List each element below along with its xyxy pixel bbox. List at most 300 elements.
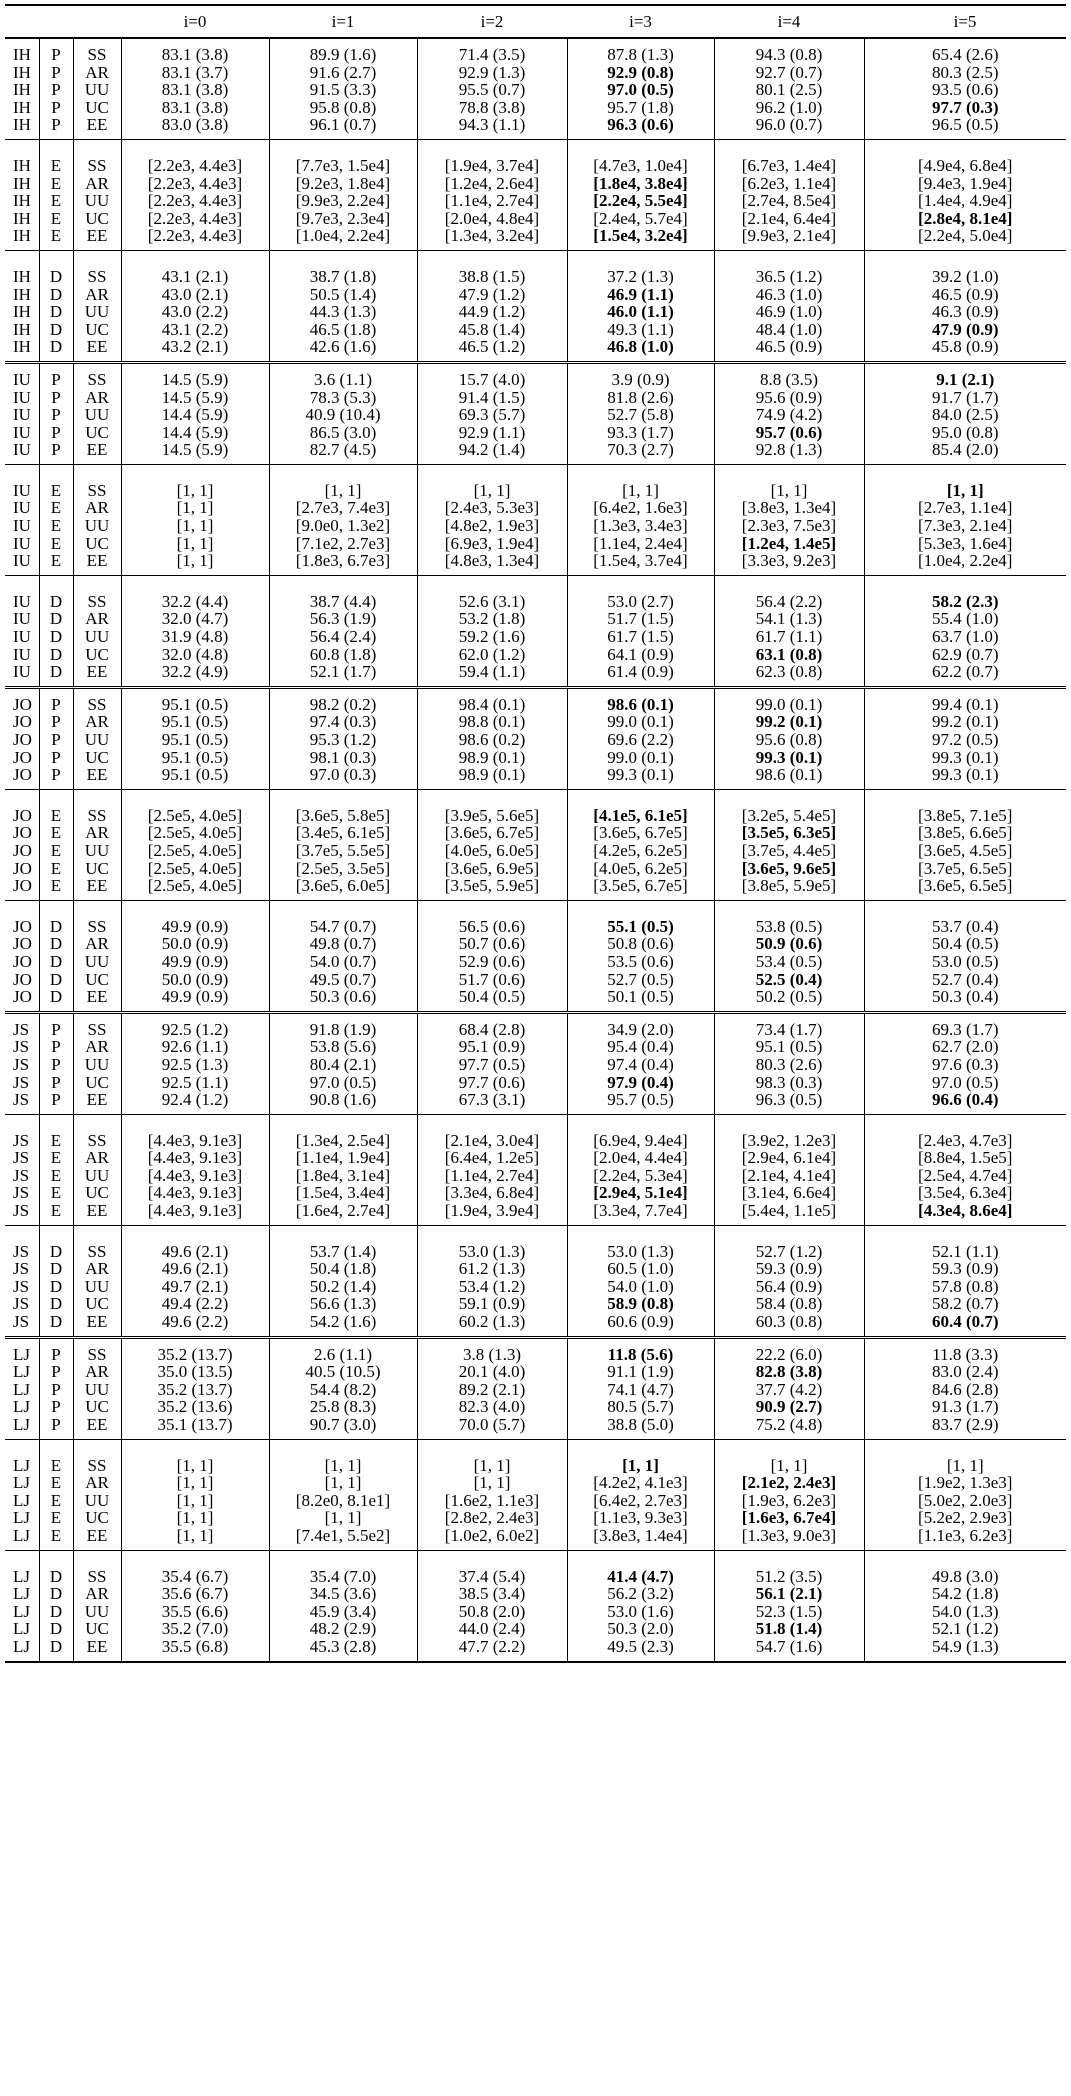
value-cell-i1: 91.5 (3.3) bbox=[269, 81, 417, 99]
value-cell-i5: [5.2e2, 2.9e3] bbox=[864, 1509, 1066, 1527]
value-cell-i4: 52.7 (1.2) bbox=[714, 1236, 864, 1261]
spacer-cell bbox=[567, 1550, 714, 1561]
dataset-cell: IH bbox=[13, 155, 31, 175]
value-cell-i0: 49.7 (2.1) bbox=[121, 1278, 269, 1296]
value-cell-i0: 92.5 (1.2) bbox=[121, 1012, 269, 1038]
metric-cell: E bbox=[39, 800, 73, 825]
dataset-cell: IU bbox=[13, 644, 31, 664]
value-cell-i0: 83.1 (3.7) bbox=[121, 64, 269, 82]
value-cell-i5: 49.8 (3.0) bbox=[864, 1561, 1066, 1586]
value-cell-i3: 61.4 (0.9) bbox=[567, 663, 714, 687]
metric-cell: D bbox=[39, 303, 73, 321]
group-spacer bbox=[5, 250, 1066, 261]
table-row bbox=[5, 81, 1066, 99]
value-cell-i1: [1.3e4, 2.5e4] bbox=[269, 1125, 417, 1150]
table-row bbox=[5, 1492, 1066, 1510]
spacer-cell bbox=[73, 139, 121, 150]
spacer-cell bbox=[39, 250, 73, 261]
value-cell-i5: [2.5e4, 4.7e4] bbox=[864, 1167, 1066, 1185]
spacer-cell bbox=[269, 139, 417, 150]
value-cell-i3: [3.5e5, 6.7e5] bbox=[567, 877, 714, 900]
method-cell: UC bbox=[73, 1509, 121, 1527]
dataset-cell: LJ bbox=[13, 1490, 30, 1510]
spacer-cell bbox=[417, 1114, 567, 1125]
spacer-cell bbox=[121, 1439, 269, 1450]
best-value: 95.7 (0.6) bbox=[755, 422, 823, 442]
value-cell-i0: 49.6 (2.1) bbox=[121, 1236, 269, 1261]
value-cell-i1: [1.1e4, 1.9e4] bbox=[269, 1149, 417, 1167]
value-cell-i0: [2.2e3, 4.4e3] bbox=[121, 210, 269, 228]
group-spacer bbox=[5, 1114, 1066, 1125]
value-cell-i0: 49.4 (2.2) bbox=[121, 1295, 269, 1313]
value-cell-i3 bbox=[567, 1074, 714, 1092]
value-cell-i1: 40.9 (10.4) bbox=[269, 406, 417, 424]
value-cell-i1: 38.7 (1.8) bbox=[269, 261, 417, 286]
value-cell-i3: 99.0 (0.1) bbox=[567, 713, 714, 731]
value-cell-i5: 91.3 (1.7) bbox=[864, 1398, 1066, 1416]
metric-cell: D bbox=[39, 286, 73, 304]
value-cell-i2: 38.5 (3.4) bbox=[417, 1585, 567, 1603]
value-cell-i2: [1.1e4, 2.7e4] bbox=[417, 1167, 567, 1185]
value-cell-i2: 37.4 (5.4) bbox=[417, 1561, 567, 1586]
spacer-cell bbox=[567, 250, 714, 261]
value-cell-i1: [9.2e3, 1.8e4] bbox=[269, 175, 417, 193]
value-cell-i5: [5.0e2, 2.0e3] bbox=[864, 1492, 1066, 1510]
value-cell-i3: 51.7 (1.5) bbox=[567, 610, 714, 628]
value-cell-i0: 49.9 (0.9) bbox=[121, 911, 269, 936]
spacer-cell bbox=[714, 1225, 864, 1236]
spacer-cell bbox=[121, 900, 269, 911]
value-cell-i2: 20.1 (4.0) bbox=[417, 1363, 567, 1381]
dataset-cell: JS bbox=[13, 1037, 30, 1057]
method-cell: EE bbox=[73, 552, 121, 575]
value-cell-i3 bbox=[567, 1450, 714, 1475]
value-cell-i1: 97.0 (0.5) bbox=[269, 1074, 417, 1092]
table-row bbox=[5, 860, 1066, 878]
method-cell: SS bbox=[73, 1012, 121, 1038]
value-cell-i5: 54.2 (1.8) bbox=[864, 1585, 1066, 1603]
value-cell-i5: 45.8 (0.9) bbox=[864, 338, 1066, 362]
value-cell-i5: [8.8e4, 1.5e5] bbox=[864, 1149, 1066, 1167]
dataset-cell: JS bbox=[5, 1202, 39, 1225]
spacer-cell bbox=[39, 900, 73, 911]
dataset-cell: JO bbox=[13, 934, 32, 954]
value-cell-i4: 46.5 (0.9) bbox=[714, 338, 864, 362]
value-cell-i0: 35.4 (6.7) bbox=[121, 1561, 269, 1586]
value-cell-i3: [6.4e2, 2.7e3] bbox=[567, 1492, 714, 1510]
table-row bbox=[5, 586, 1066, 611]
best-value: [3.6e5, 9.6e5] bbox=[741, 858, 837, 878]
value-cell-i0: [2.2e3, 4.4e3] bbox=[121, 192, 269, 210]
dataset-cell: IU bbox=[13, 533, 31, 553]
value-cell-i4: 61.7 (1.1) bbox=[714, 628, 864, 646]
value-cell-i5: [2.2e4, 5.0e4] bbox=[864, 227, 1066, 250]
value-cell-i3 bbox=[567, 81, 714, 99]
metric-cell: P bbox=[39, 1416, 73, 1439]
value-cell-i1: 97.4 (0.3) bbox=[269, 713, 417, 731]
value-cell-i1: 56.4 (2.4) bbox=[269, 628, 417, 646]
dataset-cell: LJ bbox=[13, 1362, 30, 1382]
value-cell-i5: 99.3 (0.1) bbox=[864, 749, 1066, 767]
value-cell-i3 bbox=[567, 192, 714, 210]
group-spacer bbox=[5, 900, 1066, 911]
value-cell-i5: [3.7e5, 6.5e5] bbox=[864, 860, 1066, 878]
header-cell-i4: i=4 bbox=[714, 5, 864, 38]
spacer-cell bbox=[5, 789, 39, 800]
method-cell: UC bbox=[73, 210, 121, 228]
spacer-cell bbox=[39, 1225, 73, 1236]
dataset-cell: JS bbox=[13, 1276, 30, 1296]
value-cell-i0: 14.4 (5.9) bbox=[121, 406, 269, 424]
header-cell-i0: i=0 bbox=[121, 5, 269, 38]
value-cell-i1: [9.9e3, 2.2e4] bbox=[269, 192, 417, 210]
method-cell: SS bbox=[73, 261, 121, 286]
value-cell-i0: 14.4 (5.9) bbox=[121, 424, 269, 442]
spacer-cell bbox=[121, 250, 269, 261]
table-row bbox=[5, 610, 1066, 628]
value-cell-i5 bbox=[864, 321, 1066, 339]
value-cell-i3: [6.9e4, 9.4e4] bbox=[567, 1125, 714, 1150]
value-cell-i1: 95.3 (1.2) bbox=[269, 731, 417, 749]
spacer-cell bbox=[121, 1225, 269, 1236]
value-cell-i3: 49.5 (2.3) bbox=[567, 1638, 714, 1662]
table-row bbox=[5, 766, 1066, 789]
value-cell-i1: 91.8 (1.9) bbox=[269, 1012, 417, 1038]
table-body bbox=[5, 38, 1066, 1662]
metric-cell: D bbox=[39, 610, 73, 628]
value-cell-i5: [1.1e3, 6.2e3] bbox=[864, 1527, 1066, 1550]
value-cell-i3 bbox=[567, 286, 714, 304]
method-cell: AR bbox=[73, 1474, 121, 1492]
value-cell-i2: [3.9e5, 5.6e5] bbox=[417, 800, 567, 825]
value-cell-i0: 35.2 (13.7) bbox=[121, 1337, 269, 1363]
method-cell: UU bbox=[73, 842, 121, 860]
dataset-cell: IU bbox=[13, 609, 31, 629]
value-cell-i2: [3.6e5, 6.9e5] bbox=[417, 860, 567, 878]
metric-cell: E bbox=[39, 210, 73, 228]
dataset-cell: IH bbox=[5, 227, 39, 250]
value-cell-i3: [1, 1] bbox=[567, 475, 714, 500]
dataset-cell: IU bbox=[13, 405, 31, 425]
spacer-cell bbox=[269, 789, 417, 800]
spacer-cell bbox=[714, 789, 864, 800]
table-row bbox=[5, 116, 1066, 139]
dataset-cell: JS bbox=[13, 1294, 30, 1314]
value-cell-i5: [9.4e3, 1.9e4] bbox=[864, 175, 1066, 193]
best-value: 96.3 (0.6) bbox=[607, 115, 674, 135]
value-cell-i3: [1.3e3, 3.4e3] bbox=[567, 517, 714, 535]
value-cell-i1: [3.7e5, 5.5e5] bbox=[269, 842, 417, 860]
method-cell: UC bbox=[73, 1074, 121, 1092]
value-cell-i1: [1.6e4, 2.7e4] bbox=[269, 1202, 417, 1225]
spacer-cell bbox=[567, 900, 714, 911]
value-cell-i1: 86.5 (3.0) bbox=[269, 424, 417, 442]
spacer-cell bbox=[567, 789, 714, 800]
best-value: 58.9 (0.8) bbox=[607, 1294, 674, 1314]
value-cell-i5: 97.2 (0.5) bbox=[864, 731, 1066, 749]
table-row bbox=[5, 800, 1066, 825]
value-cell-i0: 35.0 (13.5) bbox=[121, 1363, 269, 1381]
value-cell-i3: 95.7 (1.8) bbox=[567, 99, 714, 117]
spacer-cell bbox=[73, 250, 121, 261]
metric-cell: E bbox=[39, 227, 73, 250]
spacer-cell bbox=[73, 1550, 121, 1561]
value-cell-i4: 54.7 (1.6) bbox=[714, 1638, 864, 1662]
spacer-cell bbox=[5, 464, 39, 475]
spacer-cell bbox=[714, 900, 864, 911]
spacer-cell bbox=[417, 789, 567, 800]
spacer-cell bbox=[714, 1550, 864, 1561]
value-cell-i5: 52.7 (0.4) bbox=[864, 971, 1066, 989]
value-cell-i2: [1.2e4, 2.6e4] bbox=[417, 175, 567, 193]
value-cell-i2: 98.4 (0.1) bbox=[417, 687, 567, 713]
method-cell: UC bbox=[73, 535, 121, 553]
spacer-cell bbox=[417, 1439, 567, 1450]
best-value: 82.8 (3.8) bbox=[755, 1362, 823, 1382]
method-cell: UU bbox=[73, 517, 121, 535]
value-cell-i4: [1, 1] bbox=[714, 1450, 864, 1475]
method-cell: UC bbox=[73, 860, 121, 878]
metric-cell: P bbox=[39, 1074, 73, 1092]
value-cell-i0: 95.1 (0.5) bbox=[121, 731, 269, 749]
value-cell-i4: 51.2 (3.5) bbox=[714, 1561, 864, 1586]
value-cell-i5 bbox=[864, 475, 1066, 500]
metric-cell: E bbox=[39, 1202, 73, 1225]
value-cell-i3: [1.5e4, 3.7e4] bbox=[567, 552, 714, 575]
value-cell-i5 bbox=[864, 1313, 1066, 1337]
value-cell-i0: 49.6 (2.2) bbox=[121, 1313, 269, 1337]
value-cell-i1: [1.8e4, 3.1e4] bbox=[269, 1167, 417, 1185]
value-cell-i0: [2.5e5, 4.0e5] bbox=[121, 860, 269, 878]
value-cell-i0: 14.5 (5.9) bbox=[121, 362, 269, 388]
metric-cell: D bbox=[39, 911, 73, 936]
value-cell-i0: [2.2e3, 4.4e3] bbox=[121, 227, 269, 250]
dataset-cell: IU bbox=[13, 387, 31, 407]
value-cell-i3: 34.9 (2.0) bbox=[567, 1012, 714, 1038]
value-cell-i4: 95.1 (0.5) bbox=[714, 1038, 864, 1056]
table-row bbox=[5, 1012, 1066, 1038]
value-cell-i5: 62.2 (0.7) bbox=[864, 663, 1066, 687]
method-cell: AR bbox=[73, 1260, 121, 1278]
value-cell-i1: [1.8e3, 6.7e3] bbox=[269, 552, 417, 575]
value-cell-i2: 98.9 (0.1) bbox=[417, 749, 567, 767]
value-cell-i5: 53.0 (0.5) bbox=[864, 953, 1066, 971]
dataset-cell: JO bbox=[13, 969, 32, 989]
value-cell-i0: [1, 1] bbox=[121, 1527, 269, 1550]
table-row bbox=[5, 338, 1066, 362]
value-cell-i0: 92.6 (1.1) bbox=[121, 1038, 269, 1056]
value-cell-i3: 56.2 (3.2) bbox=[567, 1585, 714, 1603]
value-cell-i2: 46.5 (1.2) bbox=[417, 338, 567, 362]
best-value: 99.2 (0.1) bbox=[755, 712, 823, 732]
method-cell: UC bbox=[73, 1620, 121, 1638]
value-cell-i0: 35.5 (6.8) bbox=[121, 1638, 269, 1662]
value-cell-i1: [2.7e3, 7.4e3] bbox=[269, 499, 417, 517]
method-cell: AR bbox=[73, 824, 121, 842]
method-cell: EE bbox=[73, 338, 121, 362]
metric-cell: P bbox=[39, 38, 73, 64]
table-row bbox=[5, 261, 1066, 286]
best-value: [2.9e4, 5.1e4] bbox=[593, 1183, 688, 1203]
value-cell-i0: [4.4e3, 9.1e3] bbox=[121, 1202, 269, 1225]
metric-cell: P bbox=[39, 424, 73, 442]
value-cell-i1: 45.3 (2.8) bbox=[269, 1638, 417, 1662]
best-value: 98.6 (0.1) bbox=[607, 694, 674, 714]
value-cell-i5 bbox=[864, 99, 1066, 117]
spacer-cell bbox=[73, 464, 121, 475]
value-cell-i5: 11.8 (3.3) bbox=[864, 1337, 1066, 1363]
value-cell-i3: [6.4e2, 1.6e3] bbox=[567, 499, 714, 517]
value-cell-i2: [1.6e2, 1.1e3] bbox=[417, 1492, 567, 1510]
method-cell: UU bbox=[73, 731, 121, 749]
value-cell-i3: 80.5 (5.7) bbox=[567, 1398, 714, 1416]
value-cell-i0: 92.5 (1.1) bbox=[121, 1074, 269, 1092]
value-cell-i0: 35.2 (13.6) bbox=[121, 1398, 269, 1416]
value-cell-i0: [4.4e3, 9.1e3] bbox=[121, 1167, 269, 1185]
value-cell-i5: [3.6e5, 4.5e5] bbox=[864, 842, 1066, 860]
value-cell-i3: 53.0 (1.6) bbox=[567, 1603, 714, 1621]
metric-cell: D bbox=[39, 1561, 73, 1586]
best-value: 92.9 (0.8) bbox=[607, 62, 674, 82]
value-cell-i4: 22.2 (6.0) bbox=[714, 1337, 864, 1363]
spacer-cell bbox=[864, 575, 1066, 586]
value-cell-i2: 44.9 (1.2) bbox=[417, 303, 567, 321]
value-cell-i3: [2.4e4, 5.7e4] bbox=[567, 210, 714, 228]
dataset-cell: IH bbox=[13, 62, 31, 82]
value-cell-i4: 36.5 (1.2) bbox=[714, 261, 864, 286]
metric-cell: E bbox=[39, 499, 73, 517]
value-cell-i5: 69.3 (1.7) bbox=[864, 1012, 1066, 1038]
metric-cell: D bbox=[39, 953, 73, 971]
value-cell-i4: 94.3 (0.8) bbox=[714, 38, 864, 64]
best-value: 9.1 (2.1) bbox=[936, 369, 995, 389]
value-cell-i2: [1, 1] bbox=[417, 1474, 567, 1492]
best-value: [1.8e4, 3.8e4] bbox=[593, 173, 688, 193]
value-cell-i0: 95.1 (0.5) bbox=[121, 749, 269, 767]
spacer-cell bbox=[417, 1225, 567, 1236]
value-cell-i1: [1.5e4, 3.4e4] bbox=[269, 1184, 417, 1202]
value-cell-i0: 31.9 (4.8) bbox=[121, 628, 269, 646]
value-cell-i0: 43.1 (2.2) bbox=[121, 321, 269, 339]
metric-cell: P bbox=[39, 64, 73, 82]
value-cell-i5: 50.3 (0.4) bbox=[864, 988, 1066, 1012]
dataset-cell: JS bbox=[5, 1091, 39, 1114]
spacer-cell bbox=[39, 1439, 73, 1450]
metric-cell: D bbox=[39, 1585, 73, 1603]
value-cell-i2: [1.9e4, 3.9e4] bbox=[417, 1202, 567, 1225]
best-value: 97.0 (0.5) bbox=[607, 80, 674, 100]
value-cell-i5 bbox=[864, 210, 1066, 228]
spacer-cell bbox=[714, 139, 864, 150]
metric-cell: E bbox=[39, 150, 73, 175]
value-cell-i3: 38.8 (5.0) bbox=[567, 1416, 714, 1439]
best-value: 47.9 (0.9) bbox=[931, 319, 999, 339]
value-cell-i4: [3.8e3, 1.3e4] bbox=[714, 499, 864, 517]
dataset-cell: IU bbox=[5, 552, 39, 575]
value-cell-i1: [9.0e0, 1.3e2] bbox=[269, 517, 417, 535]
header-cell-i2: i=2 bbox=[417, 5, 567, 38]
method-cell: SS bbox=[73, 38, 121, 64]
value-cell-i4: [9.9e3, 2.1e4] bbox=[714, 227, 864, 250]
value-cell-i2: [1.9e4, 3.7e4] bbox=[417, 150, 567, 175]
metric-cell: P bbox=[39, 1091, 73, 1114]
value-cell-i4: [6.2e3, 1.1e4] bbox=[714, 175, 864, 193]
dataset-cell: IH bbox=[13, 284, 31, 304]
method-cell: EE bbox=[73, 1202, 121, 1225]
value-cell-i3: [3.6e5, 6.7e5] bbox=[567, 824, 714, 842]
spacer-cell bbox=[73, 575, 121, 586]
best-value: 55.1 (0.5) bbox=[607, 916, 674, 936]
dataset-cell: IU bbox=[5, 663, 39, 687]
value-cell-i0: [1, 1] bbox=[121, 1509, 269, 1527]
value-cell-i1: [1.0e4, 2.2e4] bbox=[269, 227, 417, 250]
dataset-cell: JS bbox=[5, 1313, 39, 1337]
value-cell-i3 bbox=[567, 1184, 714, 1202]
value-cell-i0: 50.0 (0.9) bbox=[121, 935, 269, 953]
metric-cell: P bbox=[39, 441, 73, 464]
value-cell-i3: 49.3 (1.1) bbox=[567, 321, 714, 339]
value-cell-i1: 49.5 (0.7) bbox=[269, 971, 417, 989]
value-cell-i5: [7.3e3, 2.1e4] bbox=[864, 517, 1066, 535]
spacer-cell bbox=[567, 575, 714, 586]
value-cell-i3 bbox=[567, 1337, 714, 1363]
value-cell-i2: 3.8 (1.3) bbox=[417, 1337, 567, 1363]
best-value: 46.0 (1.1) bbox=[607, 302, 674, 322]
value-cell-i4: 96.2 (1.0) bbox=[714, 99, 864, 117]
value-cell-i0: 32.0 (4.8) bbox=[121, 646, 269, 664]
table-row bbox=[5, 1056, 1066, 1074]
value-cell-i5 bbox=[864, 1091, 1066, 1114]
spacer-cell bbox=[417, 575, 567, 586]
table-row bbox=[5, 731, 1066, 749]
value-cell-i4: 92.7 (0.7) bbox=[714, 64, 864, 82]
value-cell-i3: 37.2 (1.3) bbox=[567, 261, 714, 286]
table-row bbox=[5, 628, 1066, 646]
dataset-cell: JO bbox=[13, 694, 32, 714]
best-value: 99.3 (0.1) bbox=[755, 747, 823, 767]
method-cell: UC bbox=[73, 1184, 121, 1202]
value-cell-i5: 99.3 (0.1) bbox=[864, 766, 1066, 789]
value-cell-i5: 50.4 (0.5) bbox=[864, 935, 1066, 953]
value-cell-i2: 62.0 (1.2) bbox=[417, 646, 567, 664]
method-cell: SS bbox=[73, 1125, 121, 1150]
method-cell: UU bbox=[73, 1381, 121, 1399]
dataset-cell: LJ bbox=[13, 1397, 30, 1417]
value-cell-i2: [4.8e3, 1.3e4] bbox=[417, 552, 567, 575]
metric-cell: P bbox=[39, 81, 73, 99]
value-cell-i4: [6.7e3, 1.4e4] bbox=[714, 150, 864, 175]
value-cell-i0: 49.9 (0.9) bbox=[121, 988, 269, 1012]
value-cell-i5: [1.4e4, 4.9e4] bbox=[864, 192, 1066, 210]
metric-cell: P bbox=[39, 749, 73, 767]
spacer-cell bbox=[5, 1114, 39, 1125]
method-cell: AR bbox=[73, 1038, 121, 1056]
value-cell-i1: [7.7e3, 1.5e4] bbox=[269, 150, 417, 175]
metric-cell: E bbox=[39, 1492, 73, 1510]
spacer-cell bbox=[269, 1114, 417, 1125]
value-cell-i3: 50.8 (0.6) bbox=[567, 935, 714, 953]
best-value: [1.6e3, 6.7e4] bbox=[741, 1508, 837, 1528]
table-row bbox=[5, 953, 1066, 971]
table-row bbox=[5, 1125, 1066, 1150]
value-cell-i3 bbox=[567, 911, 714, 936]
value-cell-i5: 52.1 (1.2) bbox=[864, 1620, 1066, 1638]
value-cell-i5: [5.3e3, 1.6e4] bbox=[864, 535, 1066, 553]
value-cell-i4 bbox=[714, 860, 864, 878]
dataset-cell: IU bbox=[5, 441, 39, 464]
value-cell-i0: [1, 1] bbox=[121, 1492, 269, 1510]
best-value: 11.8 (5.6) bbox=[607, 1344, 674, 1364]
